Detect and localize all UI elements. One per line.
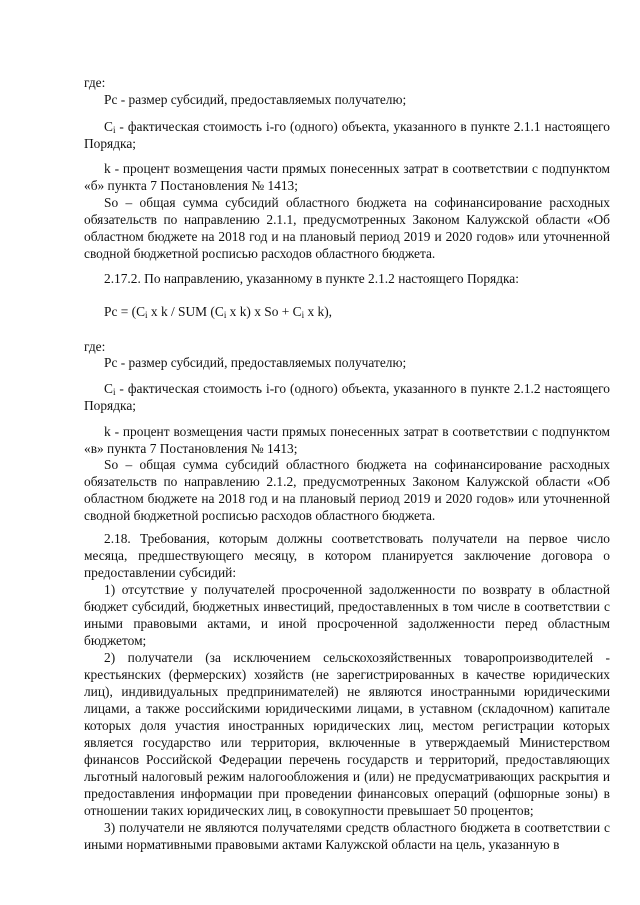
so-definition-1: So – общая сумма субсидий областного бюджета на софинансирование расходных обязательств по направлению 2.1.1, предусмотренных Законом Калужской области «Об областном бюджете на 2018 год и на плановый период 2019 и 2020 годов» или уточненной сводной бюджетной росписью расходов областного бюджета. bbox=[84, 195, 610, 261]
ci-definition-1: $C_i$ - фактическая стоимость i-го (одного) объекта, указанного в пункте 2.1.1 настоящего Порядка; bbox=[84, 119, 610, 151]
requirement-item-2: 2) получатели (за исключением сельскохозяйственных товаропроизводителей - крестьянских (фермерских) хозяйств (не зарегистрированных в качестве юридических лиц), индивидуальных предпринимателей) не являются иностранными юридическими лицами, а также российскими юридическими лицами, в уставном (складочном) капитале которых доля участия иностранных юридических лиц, местом регистрации которых является государство или территория, включенные в утверждаемый Министерством финансов Российской Федерации перечень государств и территорий, предоставляющих льготный налоговый режим налогообложения и (или) не предусматривающих раскрытия и предоставления информации при проведении финансовых операций (офшорные зоны) в отношении таких юридических лиц, в совокупности превышает 50 процентов; bbox=[84, 650, 610, 818]
pc-definition-2: Рс - размер субсидий, предоставляемых получателю; bbox=[104, 355, 407, 370]
pc-definition-1: Рс - размер субсидий, предоставляемых получателю; bbox=[104, 92, 407, 107]
requirement-item-1: 1) отсутствие у получателей просроченной задолженности по возврату в областной бюджет субсидий, бюджетных инвестиций, предоставленных в том числе в соответствии с иными правовыми актами, и иной просроченной задолженности перед областным бюджетом; bbox=[84, 582, 610, 648]
requirement-item-3: 3) получатели не являются получателями средств областного бюджета в соответствии с иными нормативными правовыми актами Калужской области на цель, указанную в bbox=[84, 820, 610, 852]
so-definition-2: So – общая сумма субсидий областного бюджета на софинансирование расходных обязательств по направлению 2.1.2, предусмотренных Законом Калужской области «Об областном бюджете на 2018 год и на плановый период 2019 и 2020 годов» или уточненной сводной бюджетной росписью расходов областного бюджета. bbox=[84, 457, 610, 523]
where-label-2: где: bbox=[84, 339, 106, 354]
section-heading-2-17-2: 2.17.2. По направлению, указанному в пункте 2.1.2 настоящего Порядка: bbox=[104, 271, 519, 286]
where-label-1: где: bbox=[84, 75, 106, 90]
k-definition-2: k - процент возмещения части прямых понесенных затрат в соответствии с подпунктом «в» пункта 7 Постановления № 1413; bbox=[84, 424, 610, 456]
k-definition-1: k - процент возмещения части прямых понесенных затрат в соответствии с подпунктом «б» пункта 7 Постановления № 1413; bbox=[84, 161, 610, 193]
ci-definition-2: $C_i$ - фактическая стоимость i-го (одного) объекта, указанного в пункте 2.1.2 настоящего Порядка; bbox=[84, 381, 610, 413]
subsidy-formula: $Pc = (C_i$ x k / SUM ($C_i$ x k) x $So + C_i$ x k), bbox=[104, 304, 333, 320]
paragraph-2-18: 2.18. Требования, которым должны соответствовать получатели на первое число месяца, предшествующего месяцу, в котором планируется заключение договора о предоставлении субсидий: bbox=[84, 531, 610, 580]
